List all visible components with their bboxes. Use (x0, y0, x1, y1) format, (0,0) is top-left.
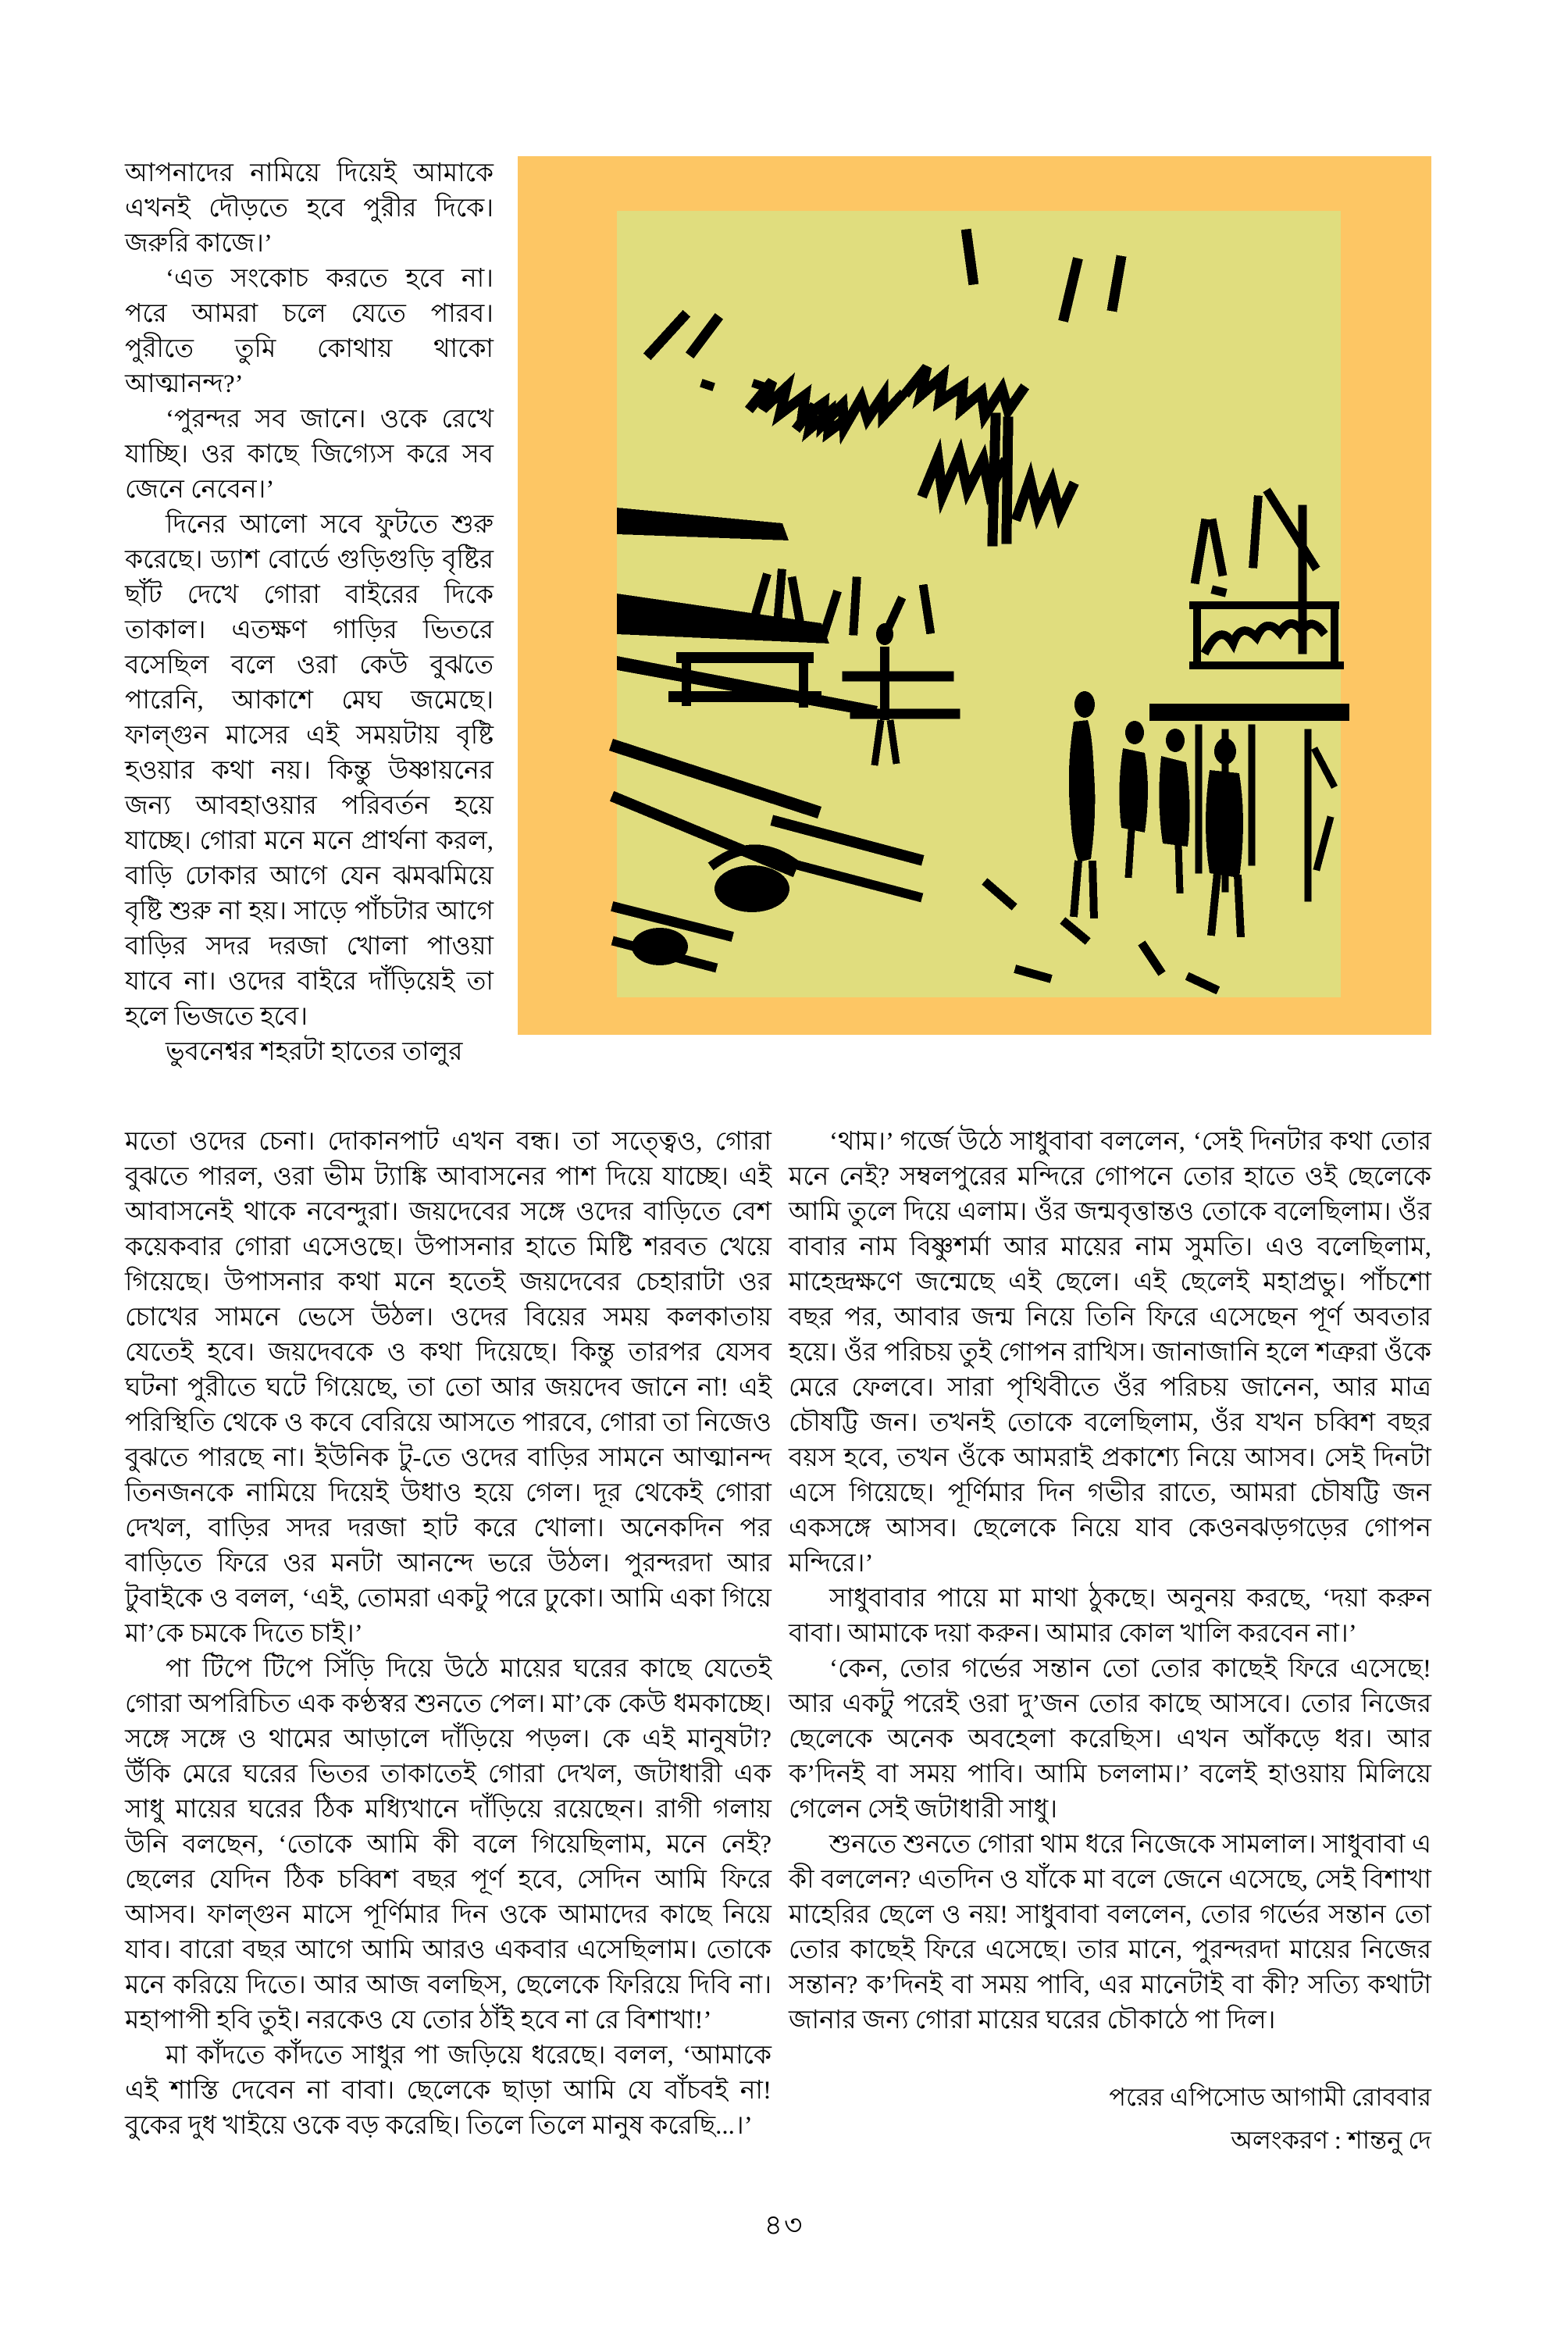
story-paragraph: ‘এত সংকোচ করতে হবে না। পরে আমরা চলে যেতে পারব। পুরীতে তুমি কোথায় থাকো আত্মানন্দ?’ (125, 265, 494, 398)
next-episode-note: পরের এপিসোড আগামী রোববার (1109, 2083, 1431, 2111)
story-paragraph: মতো ওদের চেনা। দোকানপাট এখন বন্ধ। তা সত্ত্বেও, গোরা বুঝতে পারল, ওরা ভীম ট্যাঙ্কি আবাসনের পাশ দিয়ে যাচ্ছে। এই আবাসনেই থাকে নবেন্দুরা। জয়দেবের সঙ্গে ওদের বাড়িতে বেশ কয়েকবার গোরা এসেওছে। উপাসনার হাতে মিষ্টি শরবত খেয়ে গিয়েছে। উপাসনার কথা মনে হতেই জয়দেবের চেহারাটা ওর চোখের সামনে ভেসে উঠল। ওদের বিয়ের সময় কলকাতায় যেতেই হবে। জয়দেবকে ও কথা দিয়েছে। কিন্তু তারপর যেসব ঘটনা পুরীতে ঘটে গিয়েছে, তা তো আর জয়দেব জানে না! এই পরিস্থিতি থেকে ও কবে বেরিয়ে আসতে পারবে, গোরা তা নিজেও বুঝতে পারছে না। ইউনিক টু-তে ওদের বাড়ির সামনে আত্মানন্দ তিনজনকে নামিয়ে দিয়েই উধাও হয়ে গেল। দূর থেকেই গোরা দেখল, বাড়ির সদর দরজা হাট করে খোলা। অনেকদিন পর বাড়িতে ফিরে ওর মনটা আনন্দে ভরে উঠল। পুরন্দরদা আর টুবাইকে ও বলল, ‘এই, তোমরা একটু পরে ঢুকো। আমি একা গিয়ে মা’কে চমকে দিতে চাই।’ (125, 1128, 772, 1648)
story-paragraph: ভুবনেশ্বর শহরটা হাতের তালুর (166, 1038, 463, 1066)
illustration-credit: অলংকরণ : শান্তনু দে (1231, 2126, 1431, 2154)
story-paragraph: আপনাদের নামিয়ে দিয়েই আমাকে এখনই দৌড়তে হবে পুরীর দিকে। জরুরি কাজে।’ (125, 159, 494, 258)
footer-credits (885, 2076, 1431, 2162)
story-paragraph: সাধুবাবার পায়ে মা মাথা ঠুকছে। অনুনয় করছে, ‘দয়া করুন বাবা। আমাকে দয়া করুন। আমার কোল খালি করবেন না।’ (789, 1585, 1431, 1648)
street-scene-sketch (518, 156, 1431, 1035)
story-paragraph: মা কাঁদতে কাঁদতে সাধুর পা জড়িয়ে ধরেছে। বলল, ‘আমাকে এই শাস্তি দেবেন না বাবা। ছেলেকে ছাড়া আমি যে বাঁচবই না! বুকের দুধ খাইয়ে ওকে বড় করেছি। তিলে তিলে মানুষ করেছি...।’ (125, 2042, 772, 2140)
page-number: ৪৩ (764, 2209, 804, 2241)
story-paragraph: ‘কেন, তোর গর্ভের সন্তান তো তোর কাছেই ফিরে এসেছে! আর একটু পরেই ওরা দু’জন তোর কাছে আসবে। তোর নিজের ছেলেকে অনেক অবহেলা করেছিস। এখন আঁকড়ে ধর। আর ক’দিনই বা সময় পাবি। আমি চললাম।’ বলেই হাওয়ায় মিলিয়ে গেলেন সেই জটাধারী সাধু। (789, 1655, 1431, 1824)
right-text-column (789, 1125, 1431, 2038)
story-paragraph: ‘থাম।’ গর্জে উঠে সাধুবাবা বললেন, ‘সেই দিনটার কথা তোর মনে নেই? সম্বলপুরের মন্দিরে গোপনে তোর হাতে ওই ছেলেকে আমি তুলে দিয়ে এলাম। ওঁর জন্মবৃত্তান্তও তোকে বলেছিলাম। ওঁর বাবার নাম বিষ্ণুশর্মা আর মায়ের নাম সুমতি। এও বলেছিলাম, মাহেন্দ্রক্ষণে জন্মেছে এই ছেলে। এই ছেলেই মহাপ্রভু। পাঁচশো বছর পর, আবার জন্ম নিয়ে তিনি ফিরে এসেছেন পূর্ণ অবতার হয়ে। ওঁর পরিচয় তুই গোপন রাখিস। জানাজানি হলে শত্রুরা ওঁকে মেরে ফেলবে। সারা পৃথিবীতে ওঁর পরিচয় জানেন, আর মাত্র চৌষট্টি জন। তখনই তোকে বলেছিলাম, ওঁর যখন চব্বিশ বছর বয়স হবে, তখন ওঁকে আমরাই প্রকাশ্যে নিয়ে আসব। সেই দিনটা এসে গিয়েছে। পূর্ণিমার দিন গভীর রাতে, আমরা চৌষট্টি জন একসঙ্গে আসব। ছেলেকে নিয়ে যাব কেওনঝড়গড়ের গোপন মন্দিরে।’ (789, 1128, 1431, 1578)
story-paragraph: ‘পুরন্দর সব জানে। ওকে রেখে যাচ্ছি। ওর কাছে জিগ্যেস করে সব জেনে নেবেন।’ (125, 405, 494, 504)
narrow-text-column (125, 156, 494, 1070)
story-paragraph: শুনতে শুনতে গোরা থাম ধরে নিজেকে সামলাল। সাধুবাবা এ কী বললেন? এতদিন ও যাঁকে মা বলে জেনে এসেছে, সেই বিশাখা মাহেরির ছেলে ও নয়! সাধুবাবা বললেন, তোর গর্ভের সন্তান তো তোর কাছেই ফিরে এসেছে। তার মানে, পুরন্দরদা মায়ের নিজের সন্তান? ক’দিনই বা সময় পাবি, এর মানেটাই বা কী? সত্যি কথাটা জানার জন্য গোরা মায়ের ঘরের চৌকাঠে পা দিল। (789, 1831, 1431, 2034)
story-illustration (518, 156, 1431, 1035)
story-paragraph: দিনের আলো সবে ফুটতে শুরু করেছে। ড্যাশ বোর্ডে গুড়িগুড়ি বৃষ্টির ছাঁট দেখে গোরা বাইরের দিকে তাকাল। এতক্ষণ গাড়ির ভিতরে বসেছিল বলে ওরা কেউ বুঝতে পারেনি, আকাশে মেঘ জমেছে। ফাল্গুন মাসের এই সময়টায় বৃষ্টি হওয়ার কথা নয়। কিন্তু উষ্ণায়নের জন্য আবহাওয়ার পরিবর্তন হয়ে যাচ্ছে। গোরা মনে মনে প্রার্থনা করল, বাড়ি ঢোকার আগে যেন ঝমঝমিয়ে বৃষ্টি শুরু না হয়। সাড়ে পাঁচটার আগে বাড়ির সদর দরজা খোলা পাওয়া যাবে না। ওদের বাইরে দাঁড়িয়েই তা হলে ভিজতে হবে। (125, 511, 494, 1031)
story-paragraph: পা টিপে টিপে সিঁড়ি দিয়ে উঠে মায়ের ঘরের কাছে যেতেই গোরা অপরিচিত এক কণ্ঠস্বর শুনতে পেল। মা’কে কেউ ধমকাচ্ছে। সঙ্গে সঙ্গে ও থামের আড়ালে দাঁড়িয়ে পড়ল। কে এই মানুষটা? উঁকি মেরে ঘরের ভিতর তাকাতেই গোরা দেখল, জটাধারী এক সাধু মায়ের ঘরের ঠিক মধ্যিখানে দাঁড়িয়ে রয়েছেন। রাগী গলায় উনি বলছেন, ‘তোকে আমি কী বলে গিয়েছিলাম, মনে নেই? ছেলের যেদিন ঠিক চব্বিশ বছর পূর্ণ হবে, সেদিন আমি ফিরে আসব। ফাল্গুন মাসে পূর্ণিমার দিন ওকে আমাদের কাছে নিয়ে যাব। বারো বছর আগে আমি আরও একবার এসেছিলাম। তোকে মনে করিয়ে দিতে। আর আজ বলছিস, ছেলেকে ফিরিয়ে দিবি না। মহাপাপী হবি তুই। নরকেও যে তোর ঠাঁই হবে না রে বিশাখা!’ (125, 1655, 772, 2034)
left-text-column (125, 1125, 772, 2144)
